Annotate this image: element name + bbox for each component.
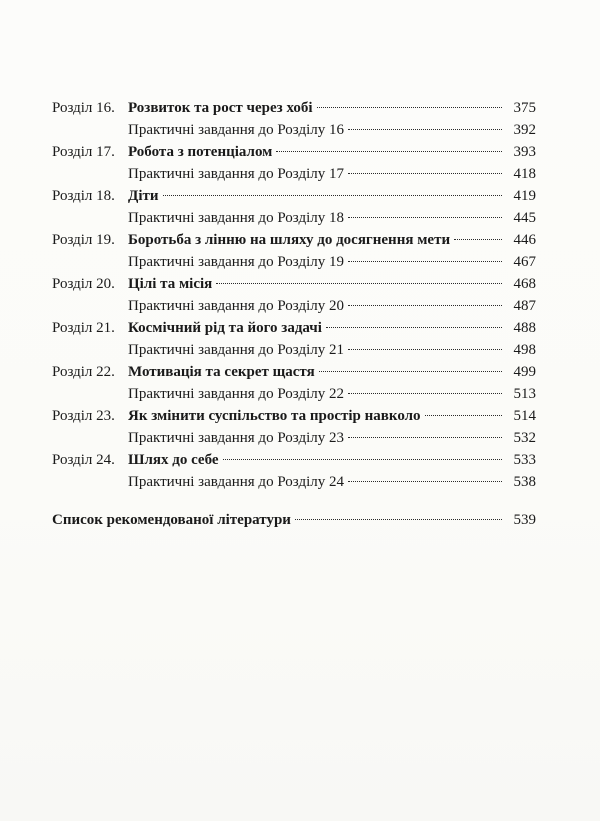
toc-chapter-row — [52, 317, 536, 339]
toc-chapter-row — [52, 361, 536, 383]
dot-leader — [348, 261, 502, 262]
subsection-title: Практичні завдання до Розділу 21 — [128, 342, 344, 358]
subsection-title: Практичні завдання до Розділу 20 — [128, 298, 344, 314]
page-number: 418 — [513, 166, 536, 182]
subsection-title: Практичні завдання до Розділу 19 — [128, 254, 344, 270]
chapter-label: Розділ 21. — [52, 320, 115, 336]
dot-leader — [216, 283, 502, 284]
chapter-title: Шлях до себе — [128, 452, 219, 468]
page-number: 468 — [513, 276, 536, 292]
toc-chapter-row — [52, 405, 536, 427]
dot-leader — [276, 151, 502, 152]
toc-subsection-row — [52, 207, 536, 229]
toc-chapter-row — [52, 185, 536, 207]
toc-chapter-row — [52, 141, 536, 163]
subsection-title: Практичні завдання до Розділу 17 — [128, 166, 344, 182]
chapter-label: Розділ 18. — [52, 188, 115, 204]
toc-subsection-row — [52, 383, 536, 405]
dot-leader — [348, 481, 502, 482]
dot-leader — [348, 349, 502, 350]
page-number: 467 — [513, 254, 536, 270]
page-number: 499 — [513, 364, 536, 380]
toc-subsection-row — [52, 119, 536, 141]
dot-leader — [163, 195, 503, 196]
chapter-label: Розділ 23. — [52, 408, 115, 424]
page-number: 392 — [513, 122, 536, 138]
page-number: 445 — [513, 210, 536, 226]
page-number: 446 — [513, 232, 536, 248]
subsection-title: Практичні завдання до Розділу 22 — [128, 386, 344, 402]
page-number: 419 — [513, 188, 536, 204]
toc-subsection-row — [52, 251, 536, 273]
dot-leader — [425, 415, 502, 416]
bibliography-title: Список рекомендованої літератури — [52, 512, 291, 528]
toc-subsection-row — [52, 427, 536, 449]
dot-leader — [348, 393, 502, 394]
toc-chapter-row — [52, 273, 536, 295]
dot-leader — [223, 459, 502, 460]
chapter-title: Діти — [128, 188, 159, 204]
dot-leader — [454, 239, 502, 240]
page-number: 498 — [513, 342, 536, 358]
toc-subsection-row — [52, 163, 536, 185]
chapter-title: Робота з потенціалом — [128, 144, 273, 160]
toc-chapter-row — [52, 97, 536, 119]
page-number: 514 — [513, 408, 536, 424]
chapter-title: Мотивація та секрет щастя — [128, 364, 315, 380]
chapter-label: Розділ 24. — [52, 452, 115, 468]
dot-leader — [348, 217, 502, 218]
chapter-title: Розвиток та рост через хобі — [128, 100, 313, 116]
dot-leader — [295, 519, 502, 520]
chapter-title: Боротьба з лінню на шляху до досягнення мети — [128, 232, 451, 248]
subsection-title: Практичні завдання до Розділу 23 — [128, 430, 344, 446]
dot-leader — [319, 371, 502, 372]
dot-leader — [348, 305, 502, 306]
page-number: 375 — [513, 100, 536, 116]
page-number: 532 — [513, 430, 536, 446]
chapter-title: Цілі та місія — [128, 276, 213, 292]
toc-chapter-row — [52, 229, 536, 251]
table-of-contents — [52, 97, 536, 531]
chapter-title: Як змінити суспільство та простір навколо — [128, 408, 421, 424]
chapter-label: Розділ 19. — [52, 232, 115, 248]
chapter-label: Розділ 17. — [52, 144, 115, 160]
page-number: 538 — [513, 474, 536, 490]
dot-leader — [348, 129, 502, 130]
toc-subsection-row — [52, 295, 536, 317]
toc-bibliography-row — [52, 509, 536, 531]
chapter-title: Космічний рід та його задачі — [128, 320, 322, 336]
subsection-title: Практичні завдання до Розділу 24 — [128, 474, 344, 490]
chapter-label: Розділ 20. — [52, 276, 115, 292]
chapter-label: Розділ 16. — [52, 100, 115, 116]
page-number: 539 — [513, 512, 536, 528]
dot-leader — [326, 327, 502, 328]
subsection-title: Практичні завдання до Розділу 18 — [128, 210, 344, 226]
page-number: 487 — [513, 298, 536, 314]
dot-leader — [348, 437, 502, 438]
toc-chapter-row — [52, 449, 536, 471]
subsection-title: Практичні завдання до Розділу 16 — [128, 122, 344, 138]
toc-subsection-row — [52, 471, 536, 493]
toc-subsection-row — [52, 339, 536, 361]
page-number: 513 — [513, 386, 536, 402]
dot-leader — [317, 107, 502, 108]
chapter-label: Розділ 22. — [52, 364, 115, 380]
dot-leader — [348, 173, 502, 174]
page-number: 488 — [513, 320, 536, 336]
page-number: 393 — [513, 144, 536, 160]
page-number: 533 — [513, 452, 536, 468]
